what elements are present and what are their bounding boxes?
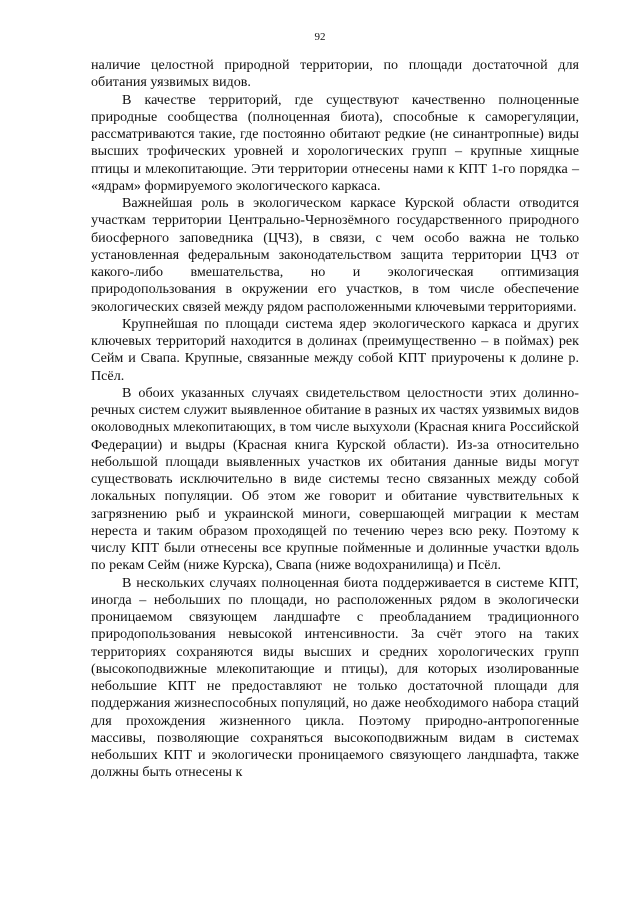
paragraph: В качестве территорий, где существуют качественно полноценные природные сообщества (полноценная биота), способные к саморегуляции, рассматриваются такие, где постоянно обитают редкие (не синантропные) виды высших трофических уровней и хорологических групп – крупные хищные птицы и млекопитающие. Эти территории отнесены нами к КПТ 1-го порядка – «ядрам» формируемого экологического каркаса. xyxy=(91,91,579,194)
paragraph: Важнейшая роль в экологическом каркасе Курской области отводится участкам территории Центрально-Чернозёмного государственного природного биосферного заповедника (ЦЧЗ), в связи, с чем особо важна не только установленная федеральным законодательством защита территории ЦЧЗ от какого-либо вмешательства, но и экологическая оптимизация природопользования в окружении его участков, в том числе обеспечение экологических связей между рядом расположенными ключевыми территориями. xyxy=(91,195,579,315)
paragraph: В обоих указанных случаях свидетельством целостности этих долинно-речных систем служит выявленное обитание в разных их частях уязвимых видов околоводных млекопитающих, в том числе выхухоли (Красная книга Российской Федерации) и выдры (Красная книга Курской области). Из-за относительно небольшой площади выявленных участков их обитания данные виды могут существовать исключительно в виде системы тесно связанных между собой локальных популяции. Об этом же говорит и обитание чувствительных к загрязнению рыб и украинской миноги, совершающей миграции к местам нереста и таким образом проходящей по течению через всю реку. Поэтому к числу КПТ были отнесены все крупные пойменные и долинные участки вдоль по рекам Сейм (ниже Курска), Свапа (ниже водохранилища) и Псёл. xyxy=(91,384,579,574)
page-number: 92 xyxy=(314,31,326,43)
paragraph: В нескольких случаях полноценная биота поддерживается в системе КПТ, иногда – небольших по площади, но расположенных рядом в экологически проницаемом связующем ландшафте с преобладанием традиционного природопользования невысокой интенсивности. За счёт этого на таких территориях сохраняются виды высших и средних хорологических групп (высокоподвижные млекопитающие и птицы), для которых изолированные небольшие КПТ не предоставляют не только достаточной площади для поддержания жизнеспособных популяций, но даже необходимого набора стаций для прохождения жизненного цикла. Поэтому природно-антропогенные массивы, позволяющие сохраняться высокоподвижным видам в системах небольших КПТ и экологически проницаемого связующего ландшафта, также должны быть отнесены к xyxy=(91,574,579,781)
paragraph: Крупнейшая по площади система ядер экологического каркаса и других ключевых территорий находится в долинах (преимущественно – в поймах) рек Сейм и Свапа. Крупные, связанные между собой КПТ приурочены к долине р. Псёл. xyxy=(91,315,579,384)
body-text xyxy=(91,57,579,782)
paragraph-continuation: наличие целостной природной территории, по площади достаточной для обитания уязвимых видов. xyxy=(91,57,579,91)
